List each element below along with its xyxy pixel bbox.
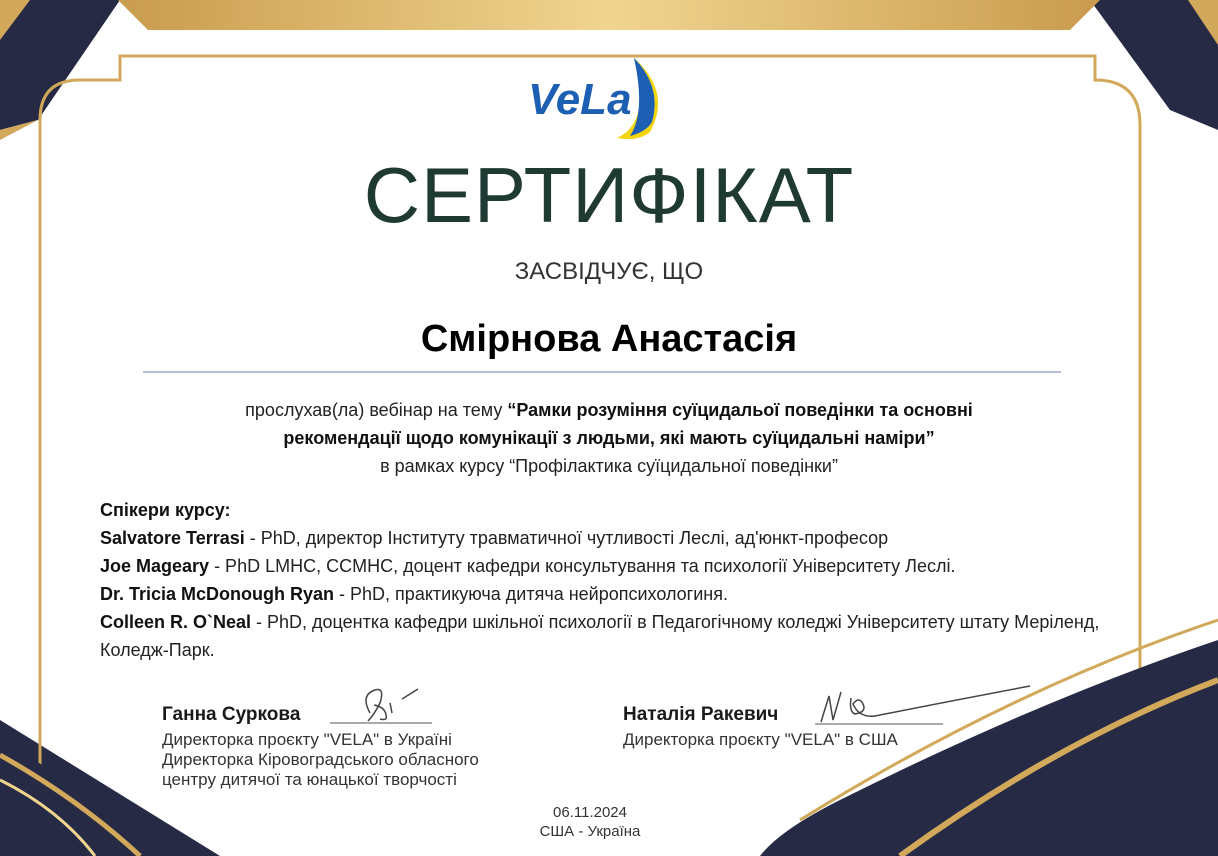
description-intro: прослухав(ла) вебінар на тему (245, 400, 503, 420)
speaker-info: - PhD, директор Інституту травматичної чутливості Леслі, ад'юнкт-професор (244, 528, 889, 548)
topic-line-2: рекомендації щодо комунікації з людьми, які мають суїцидальні наміри” (283, 428, 935, 448)
issue-date: 06.11.2024 (553, 804, 627, 821)
signer-name: Наталія Ракевич (623, 704, 779, 725)
signer-role: Директорка проєкту "VELA" в США (623, 730, 898, 749)
issue-place: США - Україна (539, 823, 641, 840)
webinar-description (100, 396, 1118, 480)
speaker-item (100, 552, 1110, 580)
recipient-name: Смірнова Анастасія (420, 318, 798, 360)
certificate-subtitle: ЗАСВІДЧУЄ, ЩО (514, 258, 704, 285)
logo-text: VeLa (528, 75, 632, 124)
topic-line-1: “Рамки розуміння суїцидальої поведінки та основні (507, 400, 973, 420)
certificate-title: СЕРТИФІКАТ (363, 151, 855, 239)
description-line-1 (100, 396, 1118, 424)
speaker-item (100, 608, 1110, 664)
signer-name: Ганна Суркова (162, 704, 301, 725)
signature-right-image (815, 682, 1035, 730)
speakers-heading: Спікери курсу: (100, 500, 231, 520)
certificate-footer (0, 803, 1180, 841)
speaker-name: Colleen R. O`Neal (100, 612, 252, 632)
speaker-item (100, 524, 1110, 552)
description-line-2 (100, 424, 1118, 452)
speakers-section (100, 496, 1110, 664)
vela-logo (522, 52, 682, 142)
speaker-info: - PhD LMHC, CCMHC, доцент кафедри консультування та психології Університету Леслі. (209, 556, 956, 576)
speaker-item (100, 580, 1110, 608)
speaker-name: Dr. Tricia McDonough Ryan (100, 584, 335, 604)
signer-role: Директорка проєкту "VELA" в Україні Директорка Кіровоградського обласного центру дитячої та юнацької творчості (162, 730, 479, 789)
name-underline (143, 371, 1061, 373)
course-name: в рамках курсу “Профілактика суїцидальної поведінки” (380, 456, 838, 476)
signature-left-image (330, 685, 440, 730)
speaker-name: Joe Mageary (100, 556, 210, 576)
speaker-name: Salvatore Terrasi (100, 528, 245, 548)
speaker-info: - PhD, практикуюча дитяча нейропсихологиня. (334, 584, 728, 604)
speaker-info: - PhD, доцентка кафедри шкільної психології в Педагогічному коледжі Університету штату Меріленд, Коледж-Парк. (100, 612, 1100, 660)
